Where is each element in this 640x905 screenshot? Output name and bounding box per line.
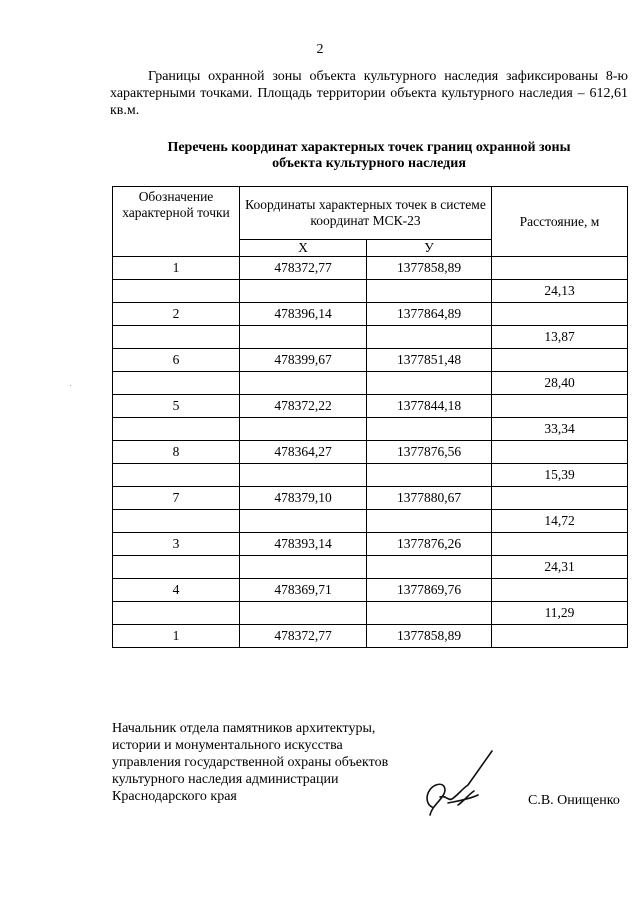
table-heading-line-2: объекта культурного наследия — [272, 156, 466, 171]
point-row — [113, 625, 628, 648]
distance-cell: 14,72 — [492, 510, 628, 533]
y-coordinate-cell: 1377858,89 — [367, 625, 492, 648]
table-body — [113, 257, 628, 648]
x-coordinate-cell: 478372,77 — [240, 257, 367, 280]
x-coordinate-cell: 478396,14 — [240, 303, 367, 326]
distance-cell — [492, 257, 628, 280]
handwritten-signature — [418, 745, 498, 825]
x-coordinate-cell: 478379,10 — [240, 487, 367, 510]
x-coordinate-cell: 478393,14 — [240, 533, 367, 556]
distance-cell — [492, 303, 628, 326]
x-coordinate-cell — [240, 556, 367, 579]
distance-row — [113, 556, 628, 579]
point-id-cell — [113, 510, 240, 533]
point-row — [113, 533, 628, 556]
x-coordinate-cell: 478372,22 — [240, 395, 367, 418]
table-heading — [110, 140, 628, 172]
distance-cell — [492, 533, 628, 556]
x-coordinate-cell: 478372,77 — [240, 625, 367, 648]
distance-cell — [492, 395, 628, 418]
point-row — [113, 487, 628, 510]
position-line-2: истории и монументального искусства — [112, 738, 343, 753]
y-coordinate-cell — [367, 326, 492, 349]
distance-cell — [492, 441, 628, 464]
point-id-cell — [113, 372, 240, 395]
distance-cell: 24,31 — [492, 556, 628, 579]
intro-paragraph: Границы охранной зоны объекта культурного наследия зафиксированы 8-ю характерными точками. Площадь территории объекта культурного наследия – 612,61 кв.м. — [110, 69, 628, 118]
signatory-name: С.В. Онищенко — [528, 793, 620, 808]
x-coordinate-cell: 478399,67 — [240, 349, 367, 372]
point-id-cell — [113, 602, 240, 625]
y-coordinate-cell: 1377858,89 — [367, 257, 492, 280]
y-coordinate-cell: 1377851,48 — [367, 349, 492, 372]
table-heading-line-1: Перечень координат характерных точек границ охранной зоны — [167, 140, 571, 155]
distance-cell: 24,13 — [492, 280, 628, 303]
header-coordinates: Координаты характерных точек в системе координат МСК-23 — [240, 187, 492, 240]
y-coordinate-cell: 1377880,67 — [367, 487, 492, 510]
point-row — [113, 257, 628, 280]
position-line-1: Начальник отдела памятников архитектуры, — [112, 721, 376, 736]
point-id-cell: 4 — [113, 579, 240, 602]
point-row — [113, 441, 628, 464]
point-id-cell: 6 — [113, 349, 240, 372]
point-row — [113, 349, 628, 372]
distance-cell: 28,40 — [492, 372, 628, 395]
position-line-5: Краснодарского края — [112, 789, 237, 804]
point-id-cell: 3 — [113, 533, 240, 556]
distance-row — [113, 372, 628, 395]
distance-row — [113, 510, 628, 533]
distance-cell — [492, 487, 628, 510]
distance-row — [113, 464, 628, 487]
position-line-4: культурного наследия администрации — [112, 772, 339, 787]
y-coordinate-cell: 1377844,18 — [367, 395, 492, 418]
y-coordinate-cell — [367, 556, 492, 579]
table-header-row — [113, 187, 628, 240]
y-coordinate-cell: 1377876,56 — [367, 441, 492, 464]
header-distance: Расстояние, м — [492, 187, 628, 257]
distance-row — [113, 602, 628, 625]
x-coordinate-cell — [240, 326, 367, 349]
distance-row — [113, 326, 628, 349]
point-id-cell — [113, 556, 240, 579]
point-id-cell — [113, 326, 240, 349]
y-coordinate-cell — [367, 602, 492, 625]
coordinates-table — [112, 186, 628, 648]
distance-cell: 15,39 — [492, 464, 628, 487]
distance-row — [113, 280, 628, 303]
point-id-cell: 8 — [113, 441, 240, 464]
x-coordinate-cell — [240, 280, 367, 303]
x-coordinate-cell — [240, 418, 367, 441]
point-id-cell — [113, 280, 240, 303]
x-coordinate-cell — [240, 372, 367, 395]
position-line-3: управления государственной охраны объектов — [112, 755, 389, 770]
header-x: X — [240, 240, 367, 257]
point-id-cell: 7 — [113, 487, 240, 510]
distance-cell — [492, 349, 628, 372]
y-coordinate-cell: 1377869,76 — [367, 579, 492, 602]
y-coordinate-cell — [367, 418, 492, 441]
y-coordinate-cell — [367, 280, 492, 303]
page-number: 2 — [316, 42, 324, 57]
point-id-cell — [113, 464, 240, 487]
point-id-cell: 1 — [113, 257, 240, 280]
distance-cell: 13,87 — [492, 326, 628, 349]
distance-row — [113, 418, 628, 441]
point-id-cell: 5 — [113, 395, 240, 418]
point-row — [113, 303, 628, 326]
header-y: У — [367, 240, 492, 257]
y-coordinate-cell — [367, 372, 492, 395]
x-coordinate-cell — [240, 602, 367, 625]
distance-cell — [492, 625, 628, 648]
y-coordinate-cell — [367, 510, 492, 533]
point-id-cell: 2 — [113, 303, 240, 326]
point-id-cell — [113, 418, 240, 441]
x-coordinate-cell: 478364,27 — [240, 441, 367, 464]
x-coordinate-cell — [240, 464, 367, 487]
x-coordinate-cell — [240, 510, 367, 533]
distance-cell — [492, 579, 628, 602]
signature-block — [112, 720, 432, 805]
point-row — [113, 395, 628, 418]
y-coordinate-cell: 1377876,26 — [367, 533, 492, 556]
y-coordinate-cell — [367, 464, 492, 487]
point-row — [113, 579, 628, 602]
point-id-cell: 1 — [113, 625, 240, 648]
distance-cell: 33,34 — [492, 418, 628, 441]
y-coordinate-cell: 1377864,89 — [367, 303, 492, 326]
distance-cell: 11,29 — [492, 602, 628, 625]
header-point-designation: Обозначение характерной точки — [113, 187, 240, 257]
table-header — [113, 187, 628, 257]
margin-mark — [70, 385, 71, 386]
x-coordinate-cell: 478369,71 — [240, 579, 367, 602]
